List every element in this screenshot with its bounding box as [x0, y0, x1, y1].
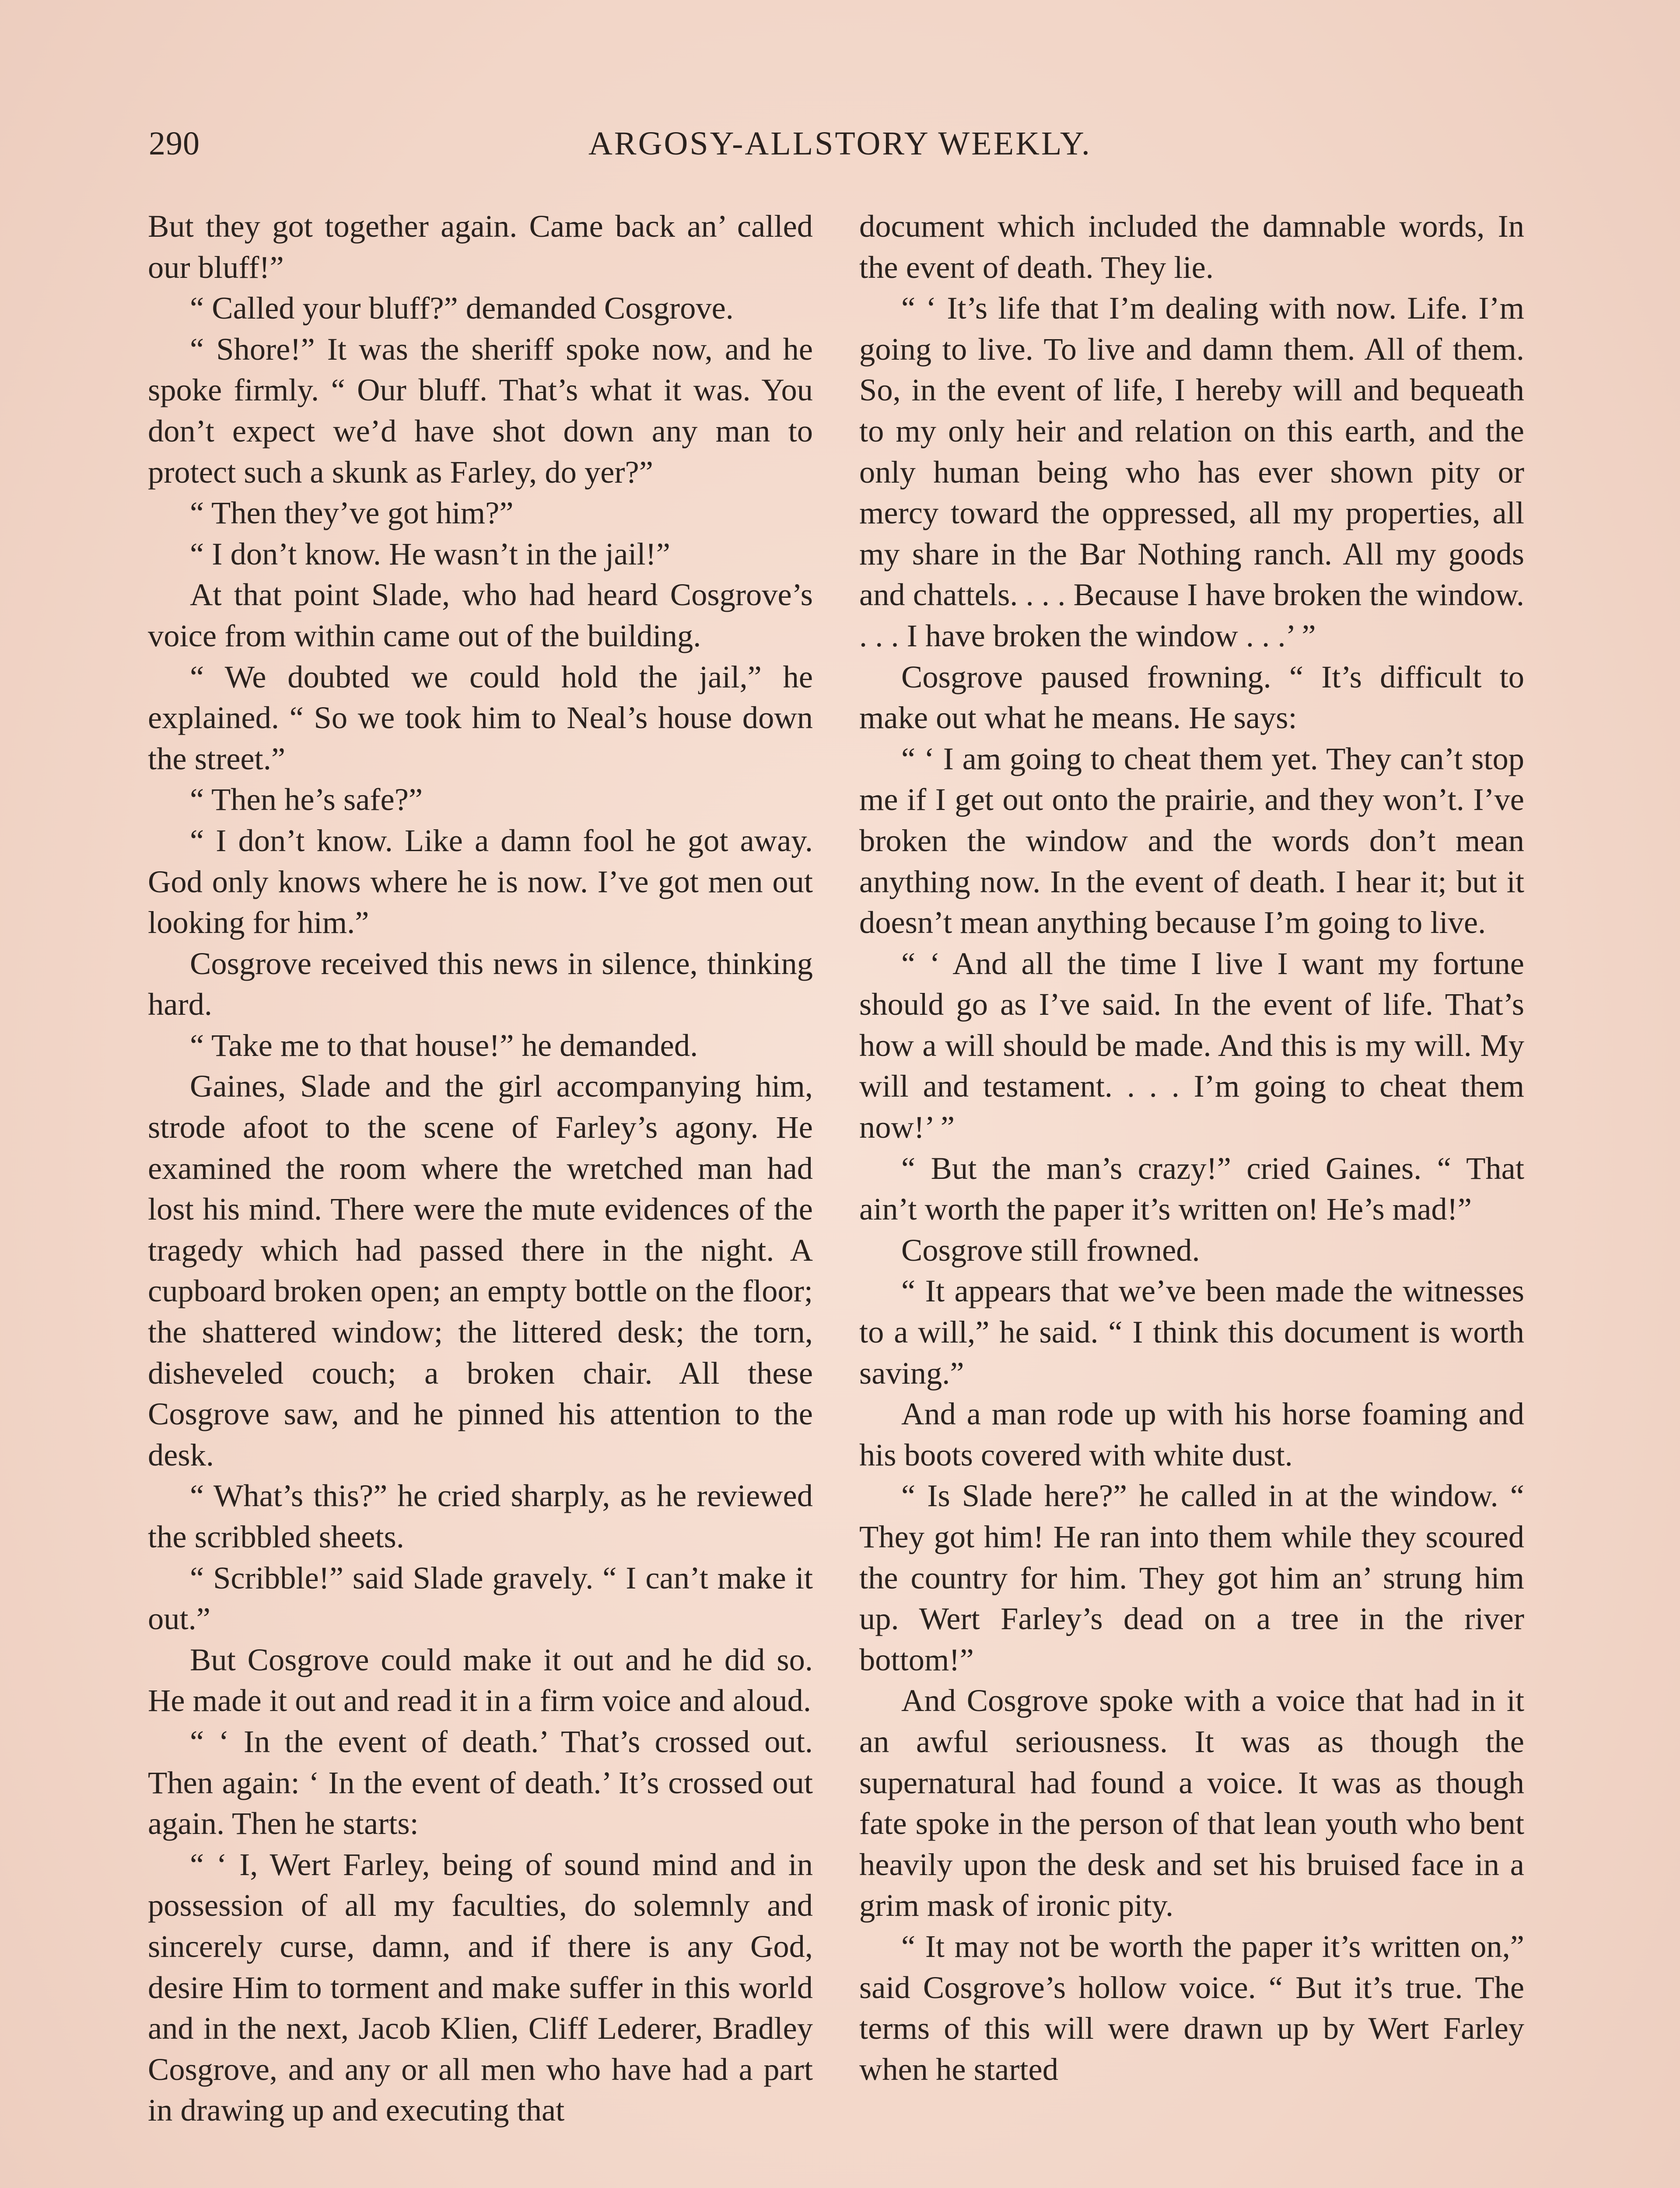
paragraph: “ I don’t know. He wasn’t in the jail!”	[190, 536, 670, 572]
paragraph: “ ‘ I am going to cheat them yet. They can’t stop me if I get out onto the prairie, and they won’t. I’ve broken the window and the words don’t mean anything now. In the event of death. I hear it; but it doesn’t mean anything because I’m going to live.	[859, 740, 1524, 940]
paragraph: Cosgrove paused frowning. “ It’s difficult to make out what he means. He says:	[859, 659, 1524, 736]
paragraph: “ But the man’s crazy!” cried Gaines. “ That ain’t worth the paper it’s written on! He’s mad!”	[859, 1150, 1524, 1227]
paragraph: document which included the damnable words, In the event of death. They lie.	[859, 208, 1524, 285]
paragraph: “ ‘ I, Wert Farley, being of sound mind and in possession of all my faculties, do solemnly and sincerely curse, damn, and if there is any God, desire Him to torment and make suffer in this world and in the next, Jacob Klien, Cliff Lederer, Bradley Cosgrove, and any or all men who have had a part in drawing up and executing that	[148, 1846, 813, 2128]
paragraph: But Cosgrove could make it out and he did so. He made it out and read it in a firm voice and aloud.	[148, 1641, 813, 1718]
paragraph: “ Then they’ve got him?”	[190, 495, 514, 531]
paragraph: “ What’s this?” he cried sharply, as he reviewed the scribbled sheets.	[148, 1478, 813, 1554]
paragraph: “ Then he’s safe?”	[190, 782, 423, 817]
paragraph: “ It may not be worth the paper it’s written on,” said Cosgrove’s hollow voice. “ But it’s true. The terms of this will were drawn up by Wert Farley when he started	[859, 1928, 1524, 2087]
paragraph: “ Is Slade here?” he called in at the window. “ They got him! He ran into them while they scoured the country for him. They got him an’ strung him up. Wert Farley’s dead on a tree in the river bottom!”	[859, 1478, 1524, 1677]
paragraph: “ Take me to that house!” he demanded.	[190, 1027, 698, 1063]
paragraph: “ We doubted we could hold the jail,” he explained. “ So we took him to Neal’s house down the street.”	[148, 659, 813, 776]
paragraph: But they got together again. Came back an’ called our bluff!”	[148, 208, 813, 285]
paragraph: Gaines, Slade and the girl accompanying him, strode afoot to the scene of Farley’s agony. He examined the room where the wretched man had lost his mind. There were the mute evidences of the tragedy which had passed there in the night. A cupboard broken open; an empty bottle on the floor; the shattered window; the littered desk; the torn, disheveled couch; a broken chair. All these Cosgrove saw, and he pinned his attention to the desk.	[148, 1068, 813, 1473]
paragraph: “ Shore!” It was the sheriff spoke now, and he spoke firmly. “ Our bluff. That’s what it was. You don’t expect we’d have shot down any man to protect such a skunk as Farley, do yer?”	[148, 331, 813, 490]
paragraph: And Cosgrove spoke with a voice that had in it an awful seriousness. It was as though the supernatural had found a voice. It was as though fate spoke in the person of that lean youth who bent heavily upon the desk and set his bruised face in a grim mask of ironic pity.	[859, 1683, 1524, 1923]
running-title: ARGOSY-ALLSTORY WEEKLY.	[588, 125, 1092, 162]
left-column	[148, 206, 813, 2131]
paragraph: “ ‘ And all the time I live I want my fortune should go as I’ve said. In the event of life. That’s how a will should be made. And this is my will. My will and testament. . . . I’m going to cheat them now!’ ”	[859, 945, 1524, 1145]
paragraph: “ I don’t know. Like a damn fool he got away. God only knows where he is now. I’ve got men out looking for him.”	[148, 822, 813, 940]
paragraph: At that point Slade, who had heard Cosgrove’s voice from within came out of the building.	[148, 577, 813, 653]
right-column	[859, 206, 1524, 2090]
paragraph: “ ‘ It’s life that I’m dealing with now. Life. I’m going to live. To live and damn them. All of them. So, in the event of life, I hereby will and bequeath to my only heir and relation on this earth, and the only human being who has ever shown pity or mercy toward the oppressed, all my properties, all my share in the Bar Nothing ranch. All my goods and chattels. . . . Because I have broken the window. . . . I have broken the window . . .’ ”	[859, 290, 1524, 653]
paragraph: Cosgrove still frowned.	[901, 1232, 1200, 1268]
paragraph: “ Scribble!” said Slade gravely. “ I can’t make it out.”	[148, 1560, 813, 1637]
paragraph: “ ‘ In the event of death.’ That’s crossed out. Then again: ‘ In the event of death.’ It’s crossed out again. Then he starts:	[148, 1723, 813, 1841]
paragraph: “ Called your bluff?” demanded Cosgrove.	[190, 290, 734, 326]
page-header	[149, 125, 1531, 177]
page-number: 290	[149, 125, 200, 162]
paragraph: And a man rode up with his horse foaming and his boots covered with white dust.	[859, 1396, 1524, 1473]
paragraph: Cosgrove received this news in silence, thinking hard.	[148, 945, 813, 1022]
paragraph: “ It appears that we’ve been made the witnesses to a will,” he said. “ I think this document is worth saving.”	[859, 1273, 1524, 1391]
